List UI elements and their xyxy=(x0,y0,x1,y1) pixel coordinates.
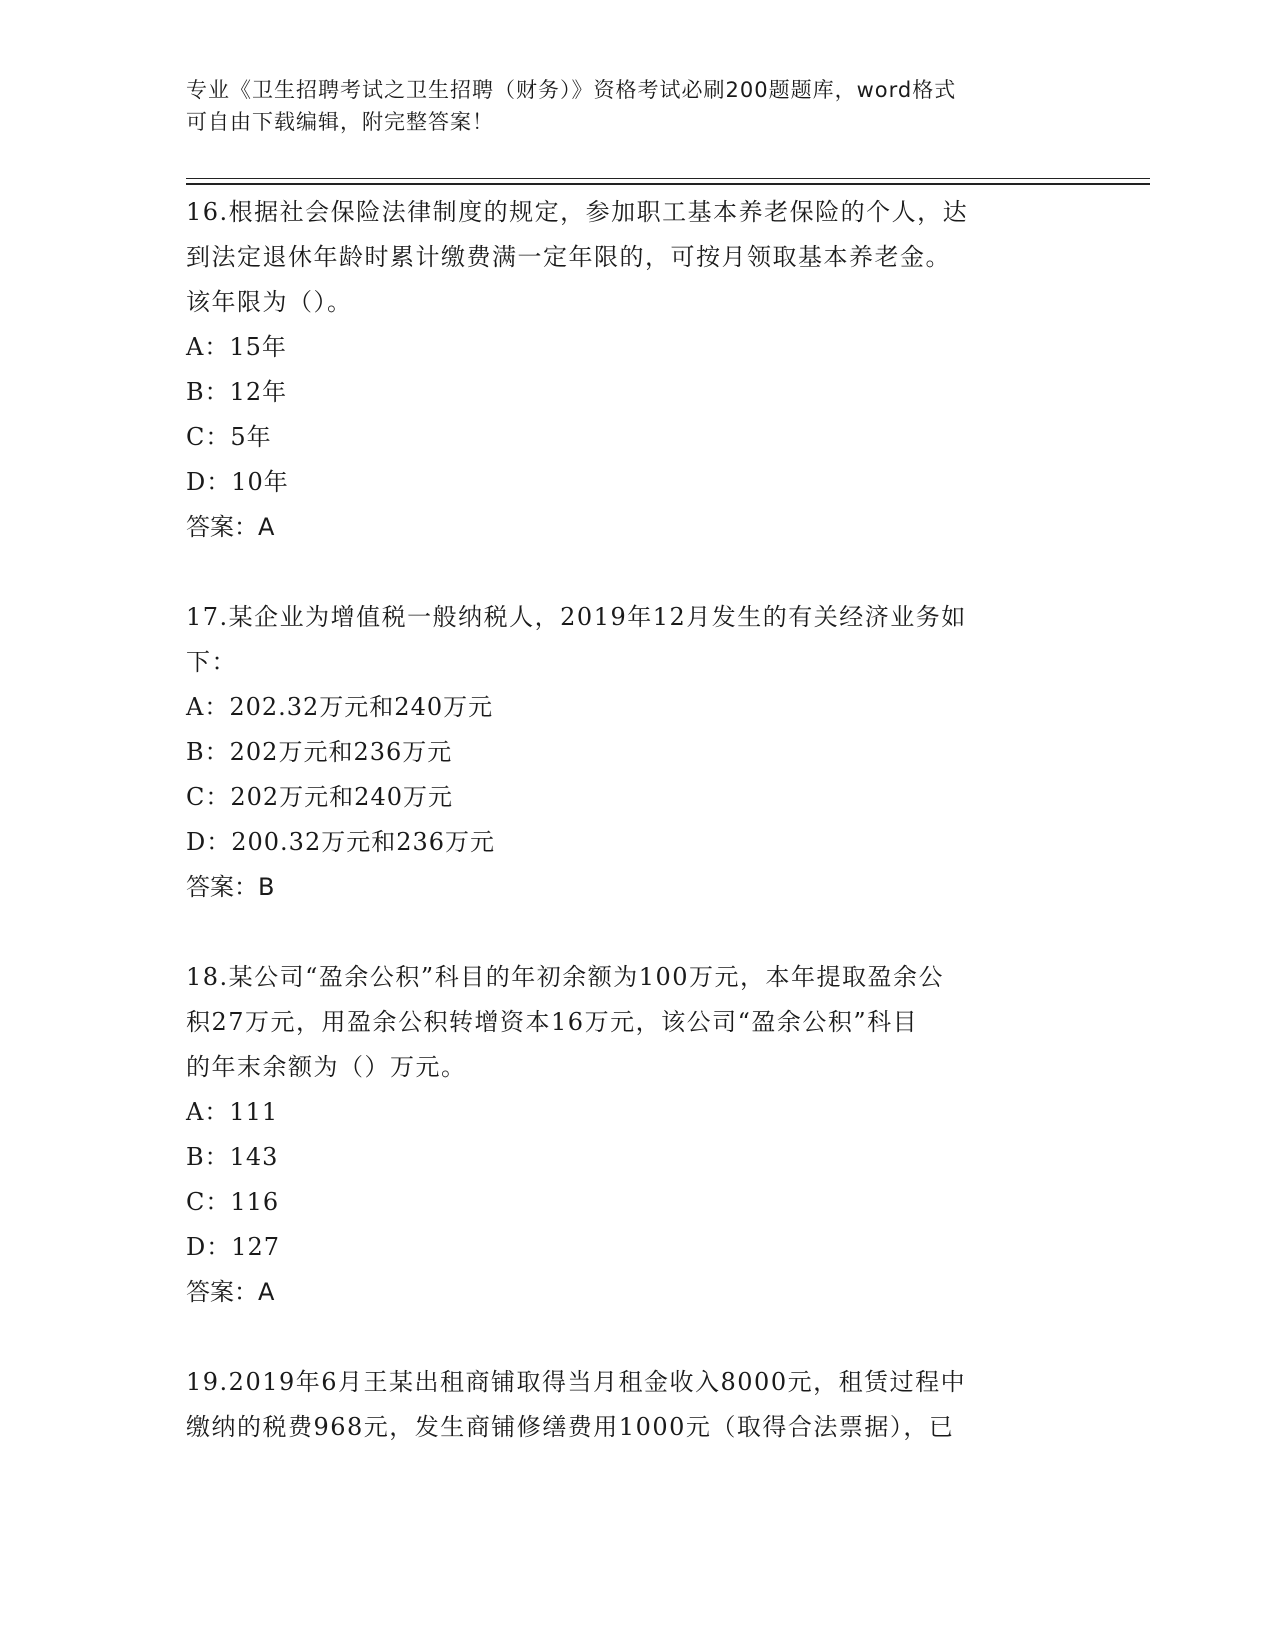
question-17 xyxy=(186,595,1086,910)
stem-line: 的年末余额为（）万元。 xyxy=(186,1053,467,1081)
question-stem xyxy=(186,190,1086,325)
option-b: B：202万元和236万元 xyxy=(186,738,453,766)
header-line-1: 专业《卫生招聘考试之卫生招聘（财务）》资格考试必刷200题题库，word格式 xyxy=(186,78,957,102)
answer: 答案：A xyxy=(186,513,275,541)
option-c: C：202万元和240万元 xyxy=(186,783,453,811)
stem-line: 19.2019年6月王某出租商铺取得当月租金收入8000元，租赁过程中 xyxy=(186,1368,967,1396)
document-header xyxy=(186,74,1086,138)
question-stem xyxy=(186,955,1086,1090)
option-a: A：111 xyxy=(186,1098,279,1126)
stem-line: 到法定退休年龄时累计缴费满一定年限的，可按月领取基本养老金。 xyxy=(186,243,951,271)
question-stem xyxy=(186,595,1086,685)
option-a: A：202.32万元和240万元 xyxy=(186,693,494,721)
option-a: A：15年 xyxy=(186,333,287,361)
question-18 xyxy=(186,955,1086,1315)
header-line-2: 可自由下载编辑，附完整答案！ xyxy=(186,110,494,134)
stem-line: 18.某公司“盈余公积”科目的年初余额为100万元，本年提取盈余公 xyxy=(186,963,945,991)
option-d: D：127 xyxy=(186,1233,281,1261)
option-c: C：5年 xyxy=(186,423,272,451)
option-b: B：143 xyxy=(186,1143,279,1171)
option-d: D：10年 xyxy=(186,468,289,496)
question-stem xyxy=(186,1360,1086,1450)
stem-line: 17.某企业为增值税一般纳税人，2019年12月发生的有关经济业务如 xyxy=(186,603,967,631)
header-divider-thin xyxy=(186,178,1150,179)
option-d: D：200.32万元和236万元 xyxy=(186,828,496,856)
stem-line: 该年限为（）。 xyxy=(186,288,353,316)
question-16 xyxy=(186,190,1086,550)
stem-line: 下： xyxy=(186,648,237,676)
question-list xyxy=(186,190,1086,1495)
answer: 答案：B xyxy=(186,873,275,901)
option-b: B：12年 xyxy=(186,378,288,406)
option-c: C：116 xyxy=(186,1188,280,1216)
stem-line: 16.根据社会保险法律制度的规定，参加职工基本养老保险的个人，达 xyxy=(186,198,969,226)
stem-line: 积27万元，用盈余公积转增资本16万元，该公司“盈余公积”科目 xyxy=(186,1008,919,1036)
question-19 xyxy=(186,1360,1086,1450)
stem-line: 缴纳的税费968元，发生商铺修缮费用1000元（取得合法票据），已 xyxy=(186,1413,955,1441)
header-divider-thick xyxy=(186,183,1150,185)
answer: 答案：A xyxy=(186,1278,275,1306)
